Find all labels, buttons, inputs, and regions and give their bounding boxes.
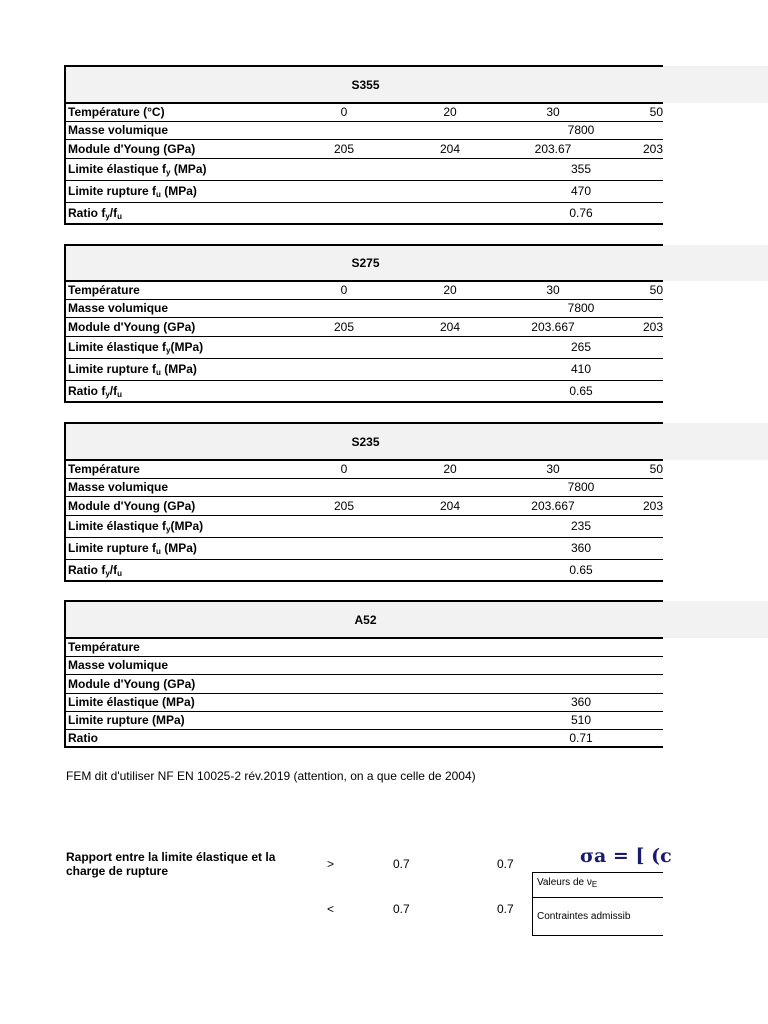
comparison-value: 0.7: [497, 902, 514, 916]
label-subscript: y: [166, 168, 171, 177]
empty-cell: [285, 693, 497, 711]
empty-cell: [285, 299, 497, 317]
row-label: [65, 559, 285, 581]
row-label: [65, 358, 285, 380]
cell-value: 0.65: [497, 559, 663, 581]
comparison-value: 0.7: [497, 857, 514, 871]
label-subscript: u: [156, 190, 161, 199]
table-row: [65, 158, 663, 180]
table-row: [65, 202, 663, 224]
label-subscript: y: [105, 389, 110, 399]
cell-value: 203.667: [497, 496, 607, 515]
empty-cell: [285, 537, 497, 559]
cell-value: 30: [497, 281, 607, 299]
cell-value: 0.71: [497, 729, 663, 747]
row-label: Masse volumique: [65, 656, 285, 674]
table-row: [65, 299, 663, 317]
label-subscript: u: [117, 389, 123, 399]
label-text: (MPa): [160, 541, 197, 555]
cell-value: 235: [497, 515, 663, 537]
table-title: S355: [65, 66, 663, 103]
label-text: Limite rupture f: [68, 541, 157, 555]
comparison-value: 0.7: [393, 857, 410, 871]
cell-value: 203.667: [497, 317, 607, 336]
material-table: [64, 65, 663, 225]
label-subscript: u: [156, 368, 161, 377]
table-row: [65, 559, 663, 581]
cell-value: 205: [285, 496, 401, 515]
empty-cell: [285, 729, 497, 747]
formula-image: σa = [ (c: [580, 845, 672, 867]
row-label: Température: [65, 281, 285, 299]
cell-value: 7800: [497, 299, 663, 317]
cell-value: 50: [607, 281, 663, 299]
label-subscript: y: [105, 568, 110, 578]
table-row: [65, 460, 663, 478]
material-table: [64, 600, 663, 748]
label-text: (MPa): [170, 519, 204, 533]
table-row: [65, 336, 663, 358]
comparison-operator: >: [327, 857, 335, 871]
cell-value: 203.67: [497, 139, 607, 158]
cell-value: 0.76: [497, 202, 663, 224]
row-label: Température (°C): [65, 103, 285, 121]
label-text: /f: [109, 205, 118, 220]
cell-value: 30: [497, 103, 607, 121]
reference-row-subscript: E: [591, 880, 598, 889]
cell-value: 203: [607, 317, 663, 336]
cell-value: 0.65: [497, 380, 663, 402]
table-title: S235: [65, 423, 663, 460]
comparison-value: 0.7: [393, 902, 410, 916]
empty-cell: [285, 515, 497, 537]
empty-cell: [285, 180, 497, 202]
cell-value: 265: [497, 336, 663, 358]
cell-value: 205: [285, 317, 401, 336]
label-text: (MPa): [170, 162, 207, 176]
table-row: [65, 317, 663, 336]
reference-row: Contraintes admissib: [537, 911, 631, 922]
empty-cell: [285, 638, 663, 656]
rapport-label: Rapport entre la limite élastique et la charge de rupture: [66, 850, 276, 878]
label-text: Ratio f: [68, 562, 106, 577]
label-text: Limite rupture f: [68, 362, 157, 376]
header-band: [662, 245, 768, 281]
table-title: S275: [65, 245, 663, 281]
cell-value: 410: [497, 358, 663, 380]
empty-cell: [285, 336, 497, 358]
label-subscript: u: [117, 568, 123, 578]
cell-value: 50: [607, 103, 663, 121]
empty-cell: [285, 158, 497, 180]
cell-value: 0: [285, 103, 401, 121]
table-row: [65, 139, 663, 158]
header-band: [662, 66, 768, 103]
empty-cell: [285, 380, 497, 402]
row-label: Masse volumique: [65, 299, 285, 317]
material-table: [64, 244, 663, 403]
table-row: [65, 180, 663, 202]
table-row: [65, 711, 663, 729]
label-text: (MPa): [160, 362, 197, 376]
label-subscript: u: [117, 211, 123, 221]
cell-value: 50: [607, 460, 663, 478]
cell-value: 510: [497, 711, 663, 729]
cell-value: 203: [607, 139, 663, 158]
label-subscript: u: [156, 547, 161, 556]
table-row: [65, 674, 663, 693]
cell-value: 7800: [497, 478, 663, 496]
cell-value: 0: [285, 460, 401, 478]
empty-cell: [285, 711, 497, 729]
table-row: [65, 515, 663, 537]
label-text: /f: [109, 562, 118, 577]
header-band: [662, 601, 768, 638]
row-label: Module d'Young (GPa): [65, 139, 285, 158]
label-text: /f: [109, 383, 118, 398]
row-label: Module d'Young (GPa): [65, 674, 285, 693]
table-row: [65, 496, 663, 515]
label-text: (MPa): [170, 340, 204, 354]
material-table: [64, 422, 663, 582]
row-label: Module d'Young (GPa): [65, 317, 285, 336]
row-label: Limite rupture (MPa): [65, 711, 285, 729]
table-row: [65, 103, 663, 121]
table-row: [65, 638, 663, 656]
table-row: [65, 656, 663, 674]
empty-cell: [285, 478, 497, 496]
cell-value: 203: [607, 496, 663, 515]
label-text: Ratio f: [68, 205, 106, 220]
comparison-operator: <: [327, 902, 335, 916]
cell-value: 205: [285, 139, 401, 158]
cell-value: 204: [401, 139, 497, 158]
cell-value: 360: [497, 537, 663, 559]
note-text: FEM dit d'utiliser NF EN 10025-2 rév.2019 (attention, on a que celle de 2004): [66, 769, 476, 783]
empty-cell: [285, 121, 497, 139]
label-text: Limite élastique f: [68, 340, 167, 354]
table-row: [65, 478, 663, 496]
table-row: [65, 358, 663, 380]
cell-value: 204: [401, 496, 497, 515]
empty-cell: [285, 559, 497, 581]
cell-value: 7800: [497, 121, 663, 139]
label-text: Limite élastique f: [68, 519, 167, 533]
row-label: Température: [65, 638, 285, 656]
table-row: [65, 281, 663, 299]
table-row: [65, 121, 663, 139]
cell-value: 30: [497, 460, 607, 478]
cell-value: 20: [401, 103, 497, 121]
reference-row: [533, 873, 663, 898]
cell-value: 0: [285, 281, 401, 299]
row-label: [65, 202, 285, 224]
cell-value: 355: [497, 158, 663, 180]
table-row: [65, 537, 663, 559]
reference-image: [532, 872, 663, 936]
label-text: (MPa): [160, 184, 197, 198]
cell-value: 204: [401, 317, 497, 336]
label-subscript: y: [166, 346, 171, 355]
label-subscript: y: [105, 211, 110, 221]
row-label: [65, 537, 285, 559]
header-band: [662, 423, 768, 460]
row-label: Masse volumique: [65, 121, 285, 139]
label-text: Ratio f: [68, 383, 106, 398]
row-label: Masse volumique: [65, 478, 285, 496]
row-label: [65, 380, 285, 402]
empty-cell: [285, 358, 497, 380]
cell-value: 20: [401, 281, 497, 299]
row-label: Module d'Young (GPa): [65, 496, 285, 515]
table-title: A52: [65, 601, 663, 638]
label-text: Limite rupture f: [68, 184, 157, 198]
row-label: [65, 515, 285, 537]
reference-row-text: Valeurs de ν: [537, 877, 592, 888]
row-label: Température: [65, 460, 285, 478]
label-text: Limite élastique f: [68, 162, 167, 176]
row-label: Limite élastique (MPa): [65, 693, 285, 711]
empty-cell: [285, 202, 497, 224]
cell-value: 470: [497, 180, 663, 202]
table-row: [65, 380, 663, 402]
label-subscript: y: [166, 525, 171, 534]
cell-value: 360: [497, 693, 663, 711]
table-row: [65, 729, 663, 747]
empty-cell: [285, 674, 663, 693]
row-label: [65, 336, 285, 358]
row-label: Ratio: [65, 729, 285, 747]
row-label: [65, 180, 285, 202]
empty-cell: [285, 656, 663, 674]
row-label: [65, 158, 285, 180]
cell-value: 20: [401, 460, 497, 478]
table-row: [65, 693, 663, 711]
